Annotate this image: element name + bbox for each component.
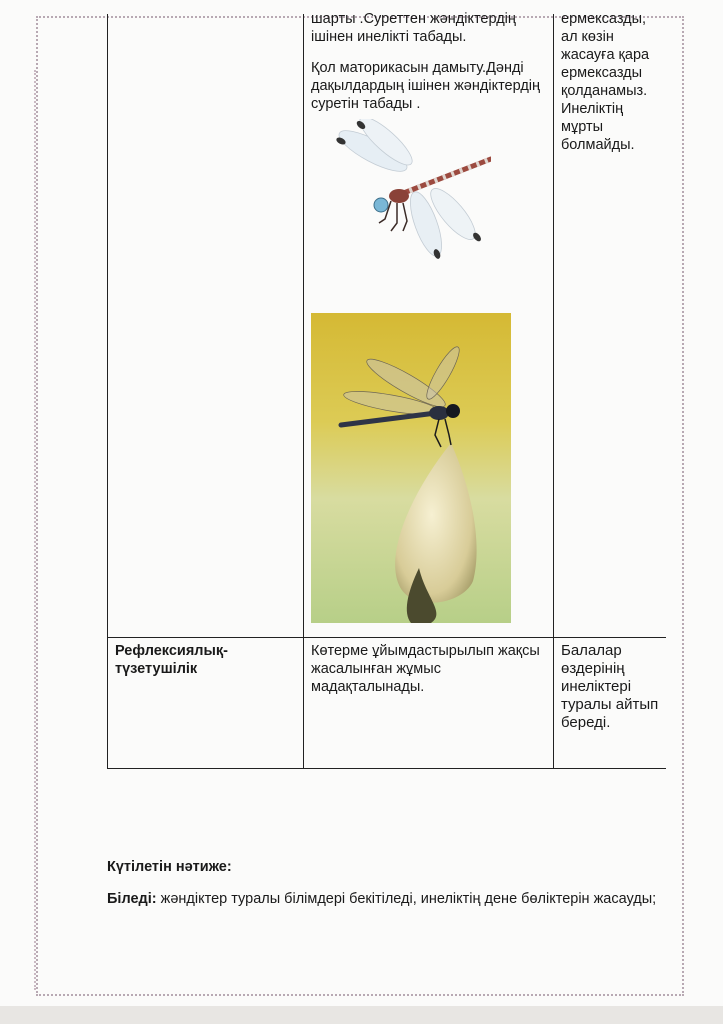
knows-label: Біледі:: [107, 891, 157, 907]
activity-text: Көтерме ұйымдастырылып жақсы жасалынған жұмыс мадақталынады.: [311, 643, 540, 695]
dragonfly-illustration: [331, 119, 491, 264]
result-cell: [554, 638, 667, 769]
activity-paragraph-2: Қол маторикасын дамыту.Дәнді дақылдардың ішінен жәндіктердің суретін табады .: [311, 60, 541, 112]
page-bottom-edge: [0, 1006, 723, 1024]
stage-cell-empty: [108, 14, 304, 638]
dragonfly-on-bud-photo: [311, 313, 511, 623]
table-row: [108, 14, 667, 638]
result-cell-text: Балалар өздерінің инеліктері туралы айтып береді.: [561, 642, 659, 731]
result-cell-text: ермексазды, ал көзін жасауға қара ермексазды қолданамыз. Инеліктің мұрты болмайды.: [561, 11, 650, 153]
stage-cell: [108, 638, 304, 769]
activity-cell: [304, 638, 554, 769]
table-row: [108, 638, 667, 769]
decorative-border-left: [34, 70, 38, 990]
activity-cell: [304, 11, 554, 638]
knows-text: жәндіктер туралы білімдері бекітіледі, инеліктің дене бөліктерін жасауды;: [156, 891, 657, 907]
lesson-table: [107, 11, 666, 769]
expected-result-title: Күтілетін нәтиже:: [107, 859, 232, 875]
activity-paragraph-1: шарты .Суреттен жәндіктердің ішінен инелікті табады.: [311, 11, 516, 45]
expected-result-section: [107, 858, 667, 909]
stage-label: Рефлексиялық-түзетушілік: [115, 643, 228, 677]
image-area: [311, 113, 546, 633]
expected-result-line: [107, 890, 667, 909]
result-cell: [554, 11, 667, 638]
